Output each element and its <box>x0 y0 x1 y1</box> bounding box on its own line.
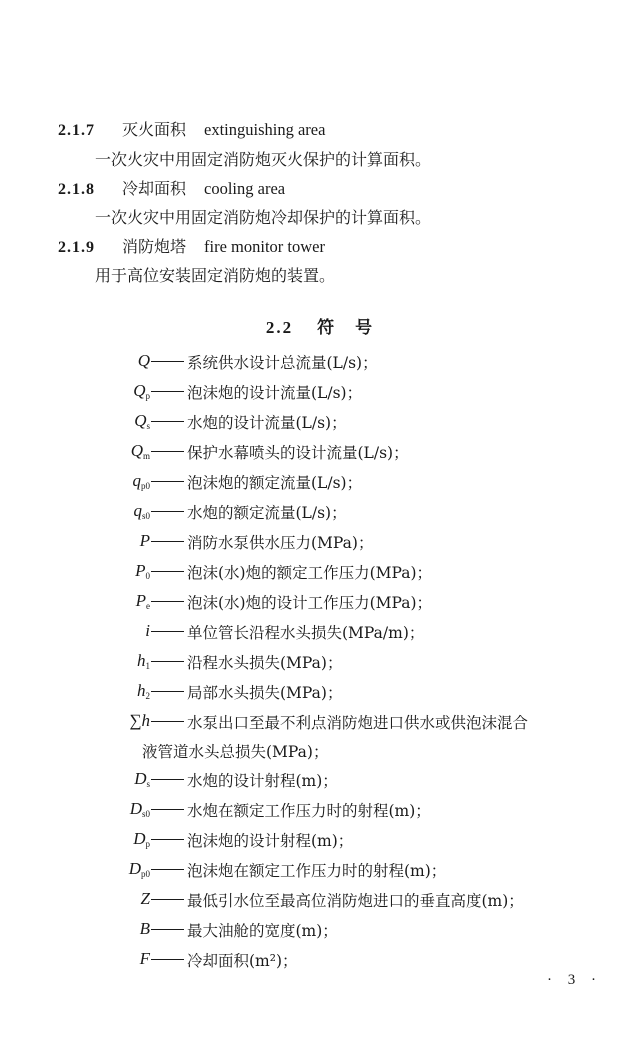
symbol: $Q_p$ <box>133 381 150 401</box>
term-definition: 一次火灾中用固定消防炮冷却保护的计算面积。 <box>95 208 432 227</box>
symbol: $P_0$ <box>135 561 150 581</box>
symbol: F <box>139 949 150 968</box>
symbol: i <box>145 621 150 640</box>
term-english: extinguishing area <box>204 120 326 139</box>
symbol-row <box>60 651 620 675</box>
symbol-description: 最大油舱的宽度(m)； <box>187 922 338 940</box>
symbol-description: 水泵出口至最不利点消防炮进口供水或供泡沫混合 <box>187 714 529 732</box>
symbol-row <box>60 411 620 435</box>
symbol-description: 保护水幕喷头的设计流量(L/s)； <box>187 444 409 462</box>
symbol: $Q_m$ <box>130 441 150 461</box>
symbol: B <box>139 919 150 938</box>
symbol: $P_e$ <box>135 591 150 611</box>
em-dash <box>151 421 184 422</box>
em-dash <box>151 451 184 452</box>
term-2-1-7 <box>58 120 325 141</box>
symbol-description: 冷却面积(m²)； <box>187 952 298 970</box>
symbol-description: 泡沫炮在额定工作压力时的射程(m)； <box>187 862 447 880</box>
symbol-row <box>60 621 620 645</box>
em-dash <box>151 809 184 810</box>
symbol-row <box>60 351 620 375</box>
em-dash <box>151 959 184 960</box>
em-dash <box>151 391 184 392</box>
em-dash <box>151 601 184 602</box>
symbol-description: 水炮的设计流量(L/s)； <box>187 414 347 432</box>
em-dash <box>151 631 184 632</box>
symbol: $D_{s0}$ <box>129 799 150 819</box>
symbol: $h_1$ <box>137 651 150 671</box>
term-english: cooling area <box>204 179 286 198</box>
em-dash <box>151 721 184 722</box>
symbol-description: 水炮在额定工作压力时的射程(m)； <box>187 802 431 820</box>
em-dash <box>151 839 184 840</box>
symbol-row <box>60 381 620 405</box>
symbol-row <box>60 829 620 853</box>
symbol-description-continued: 液管道水头总损失(MPa)； <box>142 743 329 761</box>
symbol-row <box>60 859 620 883</box>
symbol-description: 水炮的额定流量(L/s)； <box>187 504 347 522</box>
symbol: P <box>139 531 150 550</box>
term-number: 2.1.7 <box>58 122 95 139</box>
section-heading <box>0 313 640 338</box>
em-dash <box>151 361 184 362</box>
symbol-description: 沿程水头损失(MPa)； <box>187 654 343 672</box>
symbol-row <box>60 471 620 495</box>
term-number: 2.1.9 <box>58 239 95 256</box>
symbol: $D_p$ <box>133 829 150 849</box>
term-chinese: 冷却面积 <box>122 179 187 198</box>
symbol-row <box>60 919 620 943</box>
symbol-description: 泡沫炮的设计流量(L/s)； <box>187 384 363 402</box>
em-dash <box>151 869 184 870</box>
symbol-row <box>60 769 620 793</box>
symbol: $q_{s0}$ <box>133 501 150 521</box>
term-2-1-8 <box>58 179 285 200</box>
em-dash <box>151 899 184 900</box>
symbol: Q <box>137 351 150 370</box>
term-chinese: 消防炮塔 <box>122 237 187 256</box>
symbol-description: 最低引水位至最高位消防炮进口的垂直高度(m)； <box>187 892 524 910</box>
symbol-description: 系统供水设计总流量(L/s)； <box>187 354 378 372</box>
em-dash <box>151 691 184 692</box>
symbol-row <box>60 889 620 913</box>
symbol-description: 消防水泵供水压力(MPa)； <box>187 534 374 552</box>
em-dash <box>151 511 184 512</box>
symbol: $D_s$ <box>134 769 150 789</box>
symbol-row <box>60 501 620 525</box>
symbol: $D_{p0}$ <box>128 859 150 879</box>
symbol-row <box>60 799 620 823</box>
symbol-description: 泡沫炮的额定流量(L/s)； <box>187 474 363 492</box>
symbol-row <box>60 531 620 555</box>
section-number: 2.2 <box>265 318 294 337</box>
term-number: 2.1.8 <box>58 181 95 198</box>
symbol-description: 泡沫(水)炮的额定工作压力(MPa)； <box>187 564 433 582</box>
symbol-description: 泡沫炮的设计射程(m)； <box>187 832 354 850</box>
symbol-description: 局部水头损失(MPa)； <box>187 684 343 702</box>
term-definition: 用于高位安装固定消防炮的装置。 <box>95 266 336 285</box>
symbol: ∑h <box>129 711 150 730</box>
symbol: $h_2$ <box>137 681 150 701</box>
em-dash <box>151 481 184 482</box>
symbol-row <box>60 681 620 705</box>
term-definition: 一次火灾中用固定消防炮灭火保护的计算面积。 <box>95 150 432 169</box>
symbol-row <box>60 591 620 615</box>
symbol-description: 单位管长沿程水头损失(MPa/m)； <box>187 624 425 642</box>
em-dash <box>151 779 184 780</box>
term-2-1-9 <box>58 237 325 258</box>
symbol-description: 水炮的设计射程(m)； <box>187 772 338 790</box>
em-dash <box>151 661 184 662</box>
symbol: $q_{p0}$ <box>132 471 150 491</box>
em-dash <box>151 929 184 930</box>
term-english: fire monitor tower <box>204 237 325 256</box>
em-dash <box>151 541 184 542</box>
symbol-description: 泡沫(水)炮的设计工作压力(MPa)； <box>187 594 433 612</box>
symbol-row <box>60 441 620 465</box>
symbol: $Q_s$ <box>134 411 150 431</box>
symbol: Z <box>140 889 150 908</box>
section-title: 符 号 <box>317 318 375 338</box>
term-chinese: 灭火面积 <box>122 120 187 139</box>
page-number: · 3 · <box>547 972 602 988</box>
em-dash <box>151 571 184 572</box>
symbol-row <box>60 711 620 735</box>
symbol-row <box>60 949 620 973</box>
symbol-row <box>60 561 620 585</box>
